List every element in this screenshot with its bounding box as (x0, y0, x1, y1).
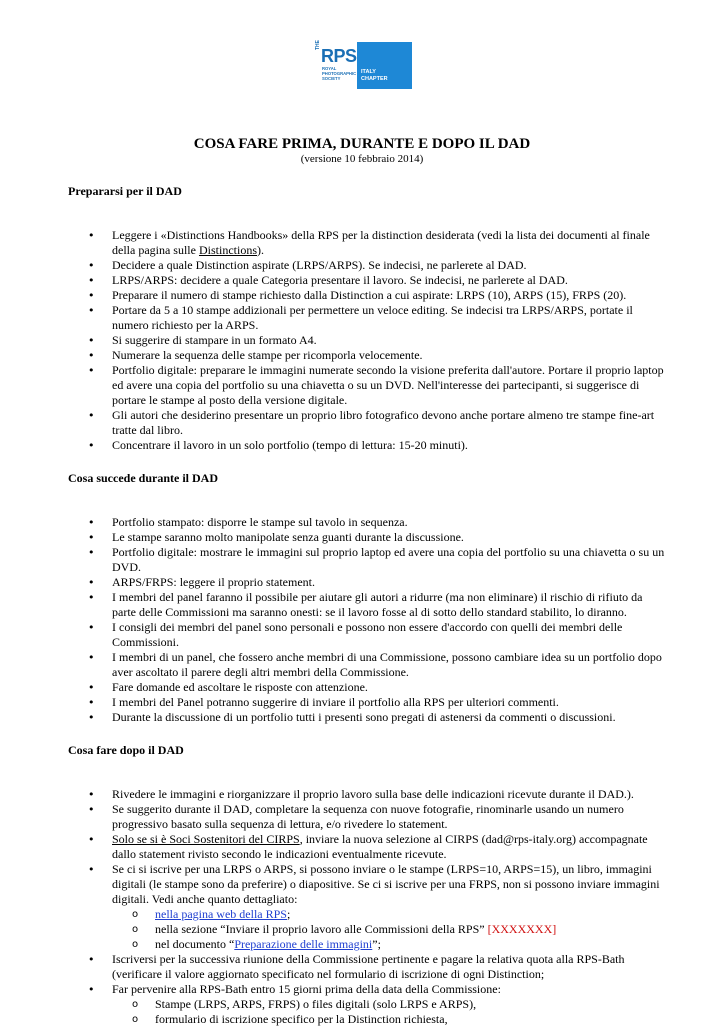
bullet-icon (88, 982, 98, 997)
bullet-icon (88, 695, 98, 710)
bullet-icon (88, 620, 98, 635)
circle-bullet-icon: o (132, 1014, 139, 1025)
bullet-icon (88, 952, 98, 967)
rps-italy-chapter-logo (315, 42, 412, 89)
list-item: • Portfolio digitale: mostrare le immagini sul proprio laptop ed avere una copia del portfolio su una chiavetta o su un DVD. (68, 545, 668, 575)
list-item: • Far pervenire alla RPS-Bath entro 15 giorni prima della data della Commissione: o Stampe (LRPS, ARPS, FRPS) o files digitali (solo LRPS e ARPS), o formulario di iscrizione specifico per la Distinction richiesta, (68, 982, 668, 1027)
bullet-icon (88, 862, 98, 877)
document-body (68, 184, 668, 1027)
bullet-icon (88, 408, 98, 423)
logo-sub-line: SOCIETY (322, 76, 341, 81)
sub-list (112, 907, 668, 952)
bullet-icon (88, 530, 98, 545)
list-item: • Preparare il numero di stampe richiesto dalla Distinction a cui aspirate: LRPS (10), ARPS (15), FRPS (20). (68, 288, 668, 303)
section-heading-after: Cosa fare dopo il DAD (68, 743, 184, 757)
bullet-icon (88, 515, 98, 530)
bullet-icon (88, 590, 98, 605)
bullet-icon (88, 545, 98, 560)
bullet-icon (88, 832, 98, 847)
during-list (68, 515, 668, 725)
bullet-icon (88, 710, 98, 725)
logo-chapter-box (357, 42, 412, 89)
document-title: COSA FARE PRIMA, DURANTE E DOPO IL DAD (193, 136, 531, 152)
logo-the: THE (315, 40, 321, 50)
bullet-icon (88, 438, 98, 453)
sub-list-item: o formulario di iscrizione specifico per la Distinction richiesta, (132, 1012, 448, 1026)
circle-bullet-icon: o (132, 924, 139, 935)
placeholder-marker: [XXXXXXX] (487, 922, 557, 936)
list-item: • Durante la discussione di un portfolio tutti i presenti sono pregati di astenersi da commenti o discussioni. (68, 710, 668, 725)
sub-list (112, 997, 668, 1027)
distinctions-link[interactable]: Distinctions (198, 243, 257, 257)
sub-list-item: o nella pagina web della RPS; (132, 907, 291, 921)
bullet-icon (88, 575, 98, 590)
logo-rps: RPS (321, 46, 357, 66)
bullet-icon (88, 288, 98, 303)
circle-bullet-icon: o (132, 939, 139, 950)
bullet-icon (88, 363, 98, 378)
list-item: • Se ci si iscrive per una LRPS o ARPS, si possono inviare o le stampe (LRPS=10, ARPS=15), un libro, immagini digitali (le stampe sono da preferire) o diapositive. Se ci si iscrive per una FRPS, non si possono inviare immagini digitali. Vedi anche quanto dettagliato: o nella pagina web della RPS; o nella sezione “Inviare il proprio lavoro alle Commissioni della RPS” [XXXXXXX] o nel documento “Preparazione delle immagini”; (68, 862, 668, 952)
bullet-icon (88, 650, 98, 665)
list-item: • I membri di un panel, che fossero anche membri di una Commissione, possono cambiare idea su un portfolio dopo aver ascoltato il parere degli altri membri della Commissione. (68, 650, 668, 680)
list-item: • Portare da 5 a 10 stampe addizionali per permettere un veloce editing. Se indecisi tra LRPS/ARPS, portate il numero richiesto per la ARPS. (68, 303, 668, 333)
bullet-icon (88, 333, 98, 348)
bullet-icon (88, 787, 98, 802)
list-item: • Leggere i «Distinctions Handbooks» della RPS per la distinction desiderata (vedi la lista dei documenti al finale della pagina sulle Distinctions). (68, 228, 668, 258)
logo-chapter-text (361, 69, 388, 83)
list-item: • LRPS/ARPS: decidere a quale Categoria presentare il lavoro. Se indecisi, ne parlerete al DAD. (68, 273, 668, 288)
rps-webpage-link[interactable]: nella pagina web della RPS (155, 907, 287, 921)
logo-chapter-line: ITALY (361, 69, 376, 75)
list-item: • Rivedere le immagini e riorganizzare il proprio lavoro sulla base delle indicazioni ricevute durante il DAD.). (68, 787, 668, 802)
list-item: • Le stampe saranno molto manipolate senza guanti durante la discussione. (68, 530, 668, 545)
sub-list-item: o nel documento “Preparazione delle immagini”; (132, 937, 381, 951)
document-version: (versione 10 febbraio 2014) (300, 153, 424, 165)
bullet-icon (88, 273, 98, 288)
list-item: • Solo se si è Soci Sostenitori del CIRPS, inviare la nuova selezione al CIRPS (dad@rps-italy.org) accompagnate dallo statement rivisto secondo le indicazioni eventualmente ricevute. (68, 832, 668, 862)
logo-sub-line: ROYAL (322, 66, 337, 71)
bullet-icon (88, 258, 98, 273)
bullet-icon (88, 228, 98, 243)
bullet-icon (88, 348, 98, 363)
sub-list-item: o nella sezione “Inviare il proprio lavoro alle Commissioni della RPS” [XXXXXXX] (132, 922, 557, 936)
list-item: • ARPS/FRPS: leggere il proprio statement. (68, 575, 668, 590)
after-list (68, 787, 668, 1027)
image-preparation-link[interactable]: Preparazione delle immagini (234, 937, 373, 951)
list-item: • Si suggerire di stampare in un formato A4. (68, 333, 668, 348)
section-heading-during: Cosa succede durante il DAD (68, 471, 218, 485)
section-heading-prepare: Prepararsi per il DAD (68, 184, 182, 198)
list-item: • Iscriversi per la successiva riunione della Commissione pertinente e pagare la relativa quota alla RPS-Bath (verificare il valore aggiornato specificato nel formulario di iscrizione di ogni Distinction; (68, 952, 668, 982)
bullet-icon (88, 303, 98, 318)
sub-list-item: o Stampe (LRPS, ARPS, FRPS) o files digitali (solo LRPS e ARPS), (132, 997, 477, 1011)
list-item: • Decidere a quale Distinction aspirate (LRPS/ARPS). Se indecisi, ne parlerete al DAD. (68, 258, 668, 273)
list-item: • Numerare la sequenza delle stampe per ricomporla velocemente. (68, 348, 668, 363)
list-item: • I membri del panel faranno il possibile per aiutare gli autori a ridurre (ma non eliminare) il rischio di rifiuto da parte delle Commissioni ma saranno onesti: se il lavoro fosse al di sotto dello standard stabilito, lo diranno. (68, 590, 668, 620)
bullet-icon (88, 802, 98, 817)
list-item: • Portfolio digitale: preparare le immagini numerate secondo la visione preferita dall'autore. Portare il proprio laptop ed avere una copia del portfolio su una chiavetta o su un DVD. Nell'interesse dei partecipanti, si suggerisce di portare le stampe al posto della versione digitale. (68, 363, 668, 408)
list-item: • I membri del Panel potranno suggerire di inviare il portfolio alla RPS per ulteriori commenti. (68, 695, 668, 710)
list-item: • Fare domande ed ascoltare le risposte con attenzione. (68, 680, 668, 695)
list-item: • I consigli dei membri del panel sono personali e possono non essere d'accordo con quelli dei membri delle Commissioni. (68, 620, 668, 650)
cirps-supporters-note: Solo se si è Soci Sostenitori del CIRPS (112, 832, 300, 846)
list-item: • Portfolio stampato: disporre le stampe sul tavolo in sequenza. (68, 515, 668, 530)
list-item: • Gli autori che desiderino presentare un proprio libro fotografico devono anche portare almeno tre stampe fine-art tratte dal libro. (68, 408, 668, 438)
circle-bullet-icon: o (132, 909, 139, 920)
circle-bullet-icon: o (132, 999, 139, 1010)
rps-logo-wordmark (315, 42, 357, 89)
prepare-list (68, 228, 668, 453)
logo-society-text (322, 66, 358, 81)
logo-sub-line: PHOTOGRAPHIC (322, 71, 357, 76)
list-item: • Se suggerito durante il DAD, completare la sequenza con nuove fotografie, rinominarle usando un numero progressivo basato sulla sequenza di lettura, e/o rivedere lo statement. (68, 802, 668, 832)
bullet-icon (88, 680, 98, 695)
logo-chapter-line: CHAPTER (361, 76, 388, 82)
list-item: • Concentrare il lavoro in un solo portfolio (tempo di lettura: 15-20 minuti). (68, 438, 668, 453)
